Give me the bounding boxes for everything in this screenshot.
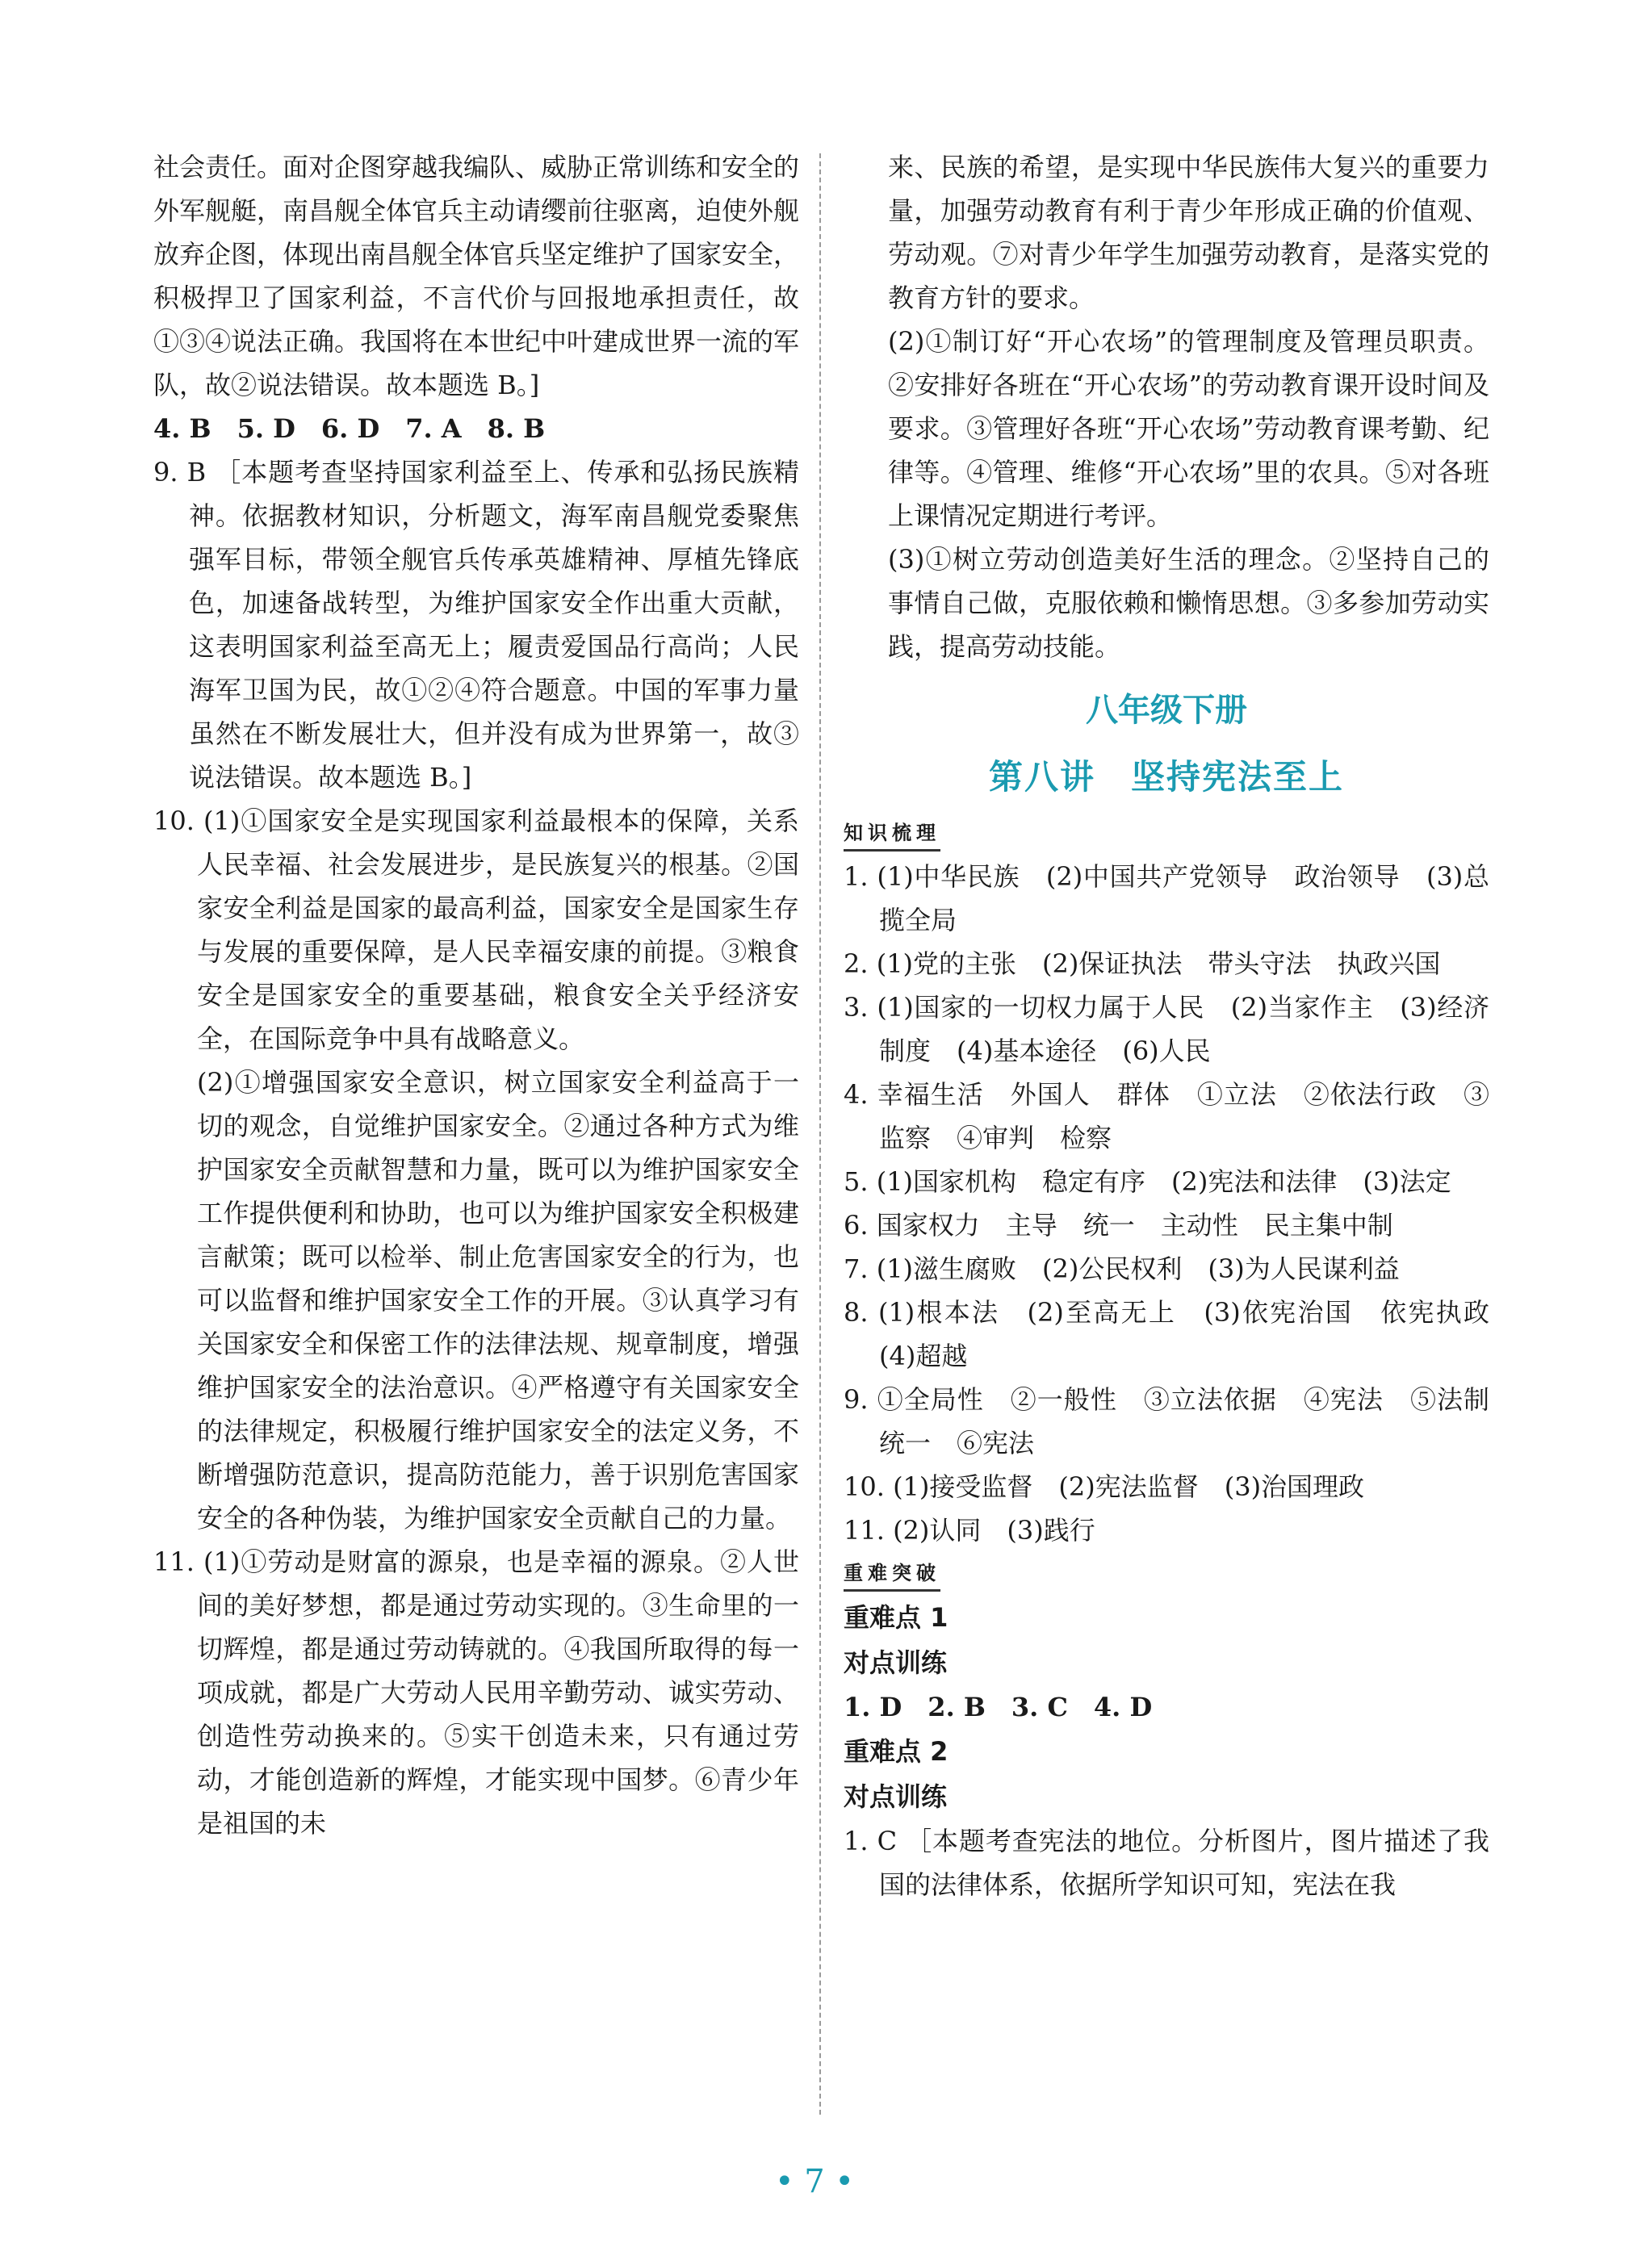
knowledge-9: 9. ①全局性 ②一般性 ③立法依据 ④宪法 ⑤法制统一 ⑥宪法 xyxy=(844,1384,1489,1458)
knowledge-7: 7. (1)滋生腐败 (2)公民权利 (3)为人民谋利益 xyxy=(844,1253,1400,1284)
column-divider xyxy=(819,153,821,2115)
answers-4-8: 4. B 5. D 6. D 7. A 8. B xyxy=(153,413,546,444)
training-answers-1: 1. D 2. B 3. C 4. D xyxy=(844,1692,1153,1722)
difficult-point-2: 重难点 2 xyxy=(844,1736,949,1767)
knowledge-section-tag: 知识梳理 xyxy=(844,817,940,852)
knowledge-4: 4. 幸福生活 外国人 群体 ①立法 ②依法行政 ③监察 ④审判 检察 xyxy=(844,1079,1489,1153)
knowledge-8: 8. (1)根本法 (2)至高无上 (3)依宪治国 依宪执政 (4)超越 xyxy=(844,1297,1516,1371)
answer-9: 9. B ［本题考查坚持国家利益至上、传承和弘扬民族精神。依据教材知识，分析题文，海军南昌舰党委聚焦强军目标，带领全舰官兵传承英雄精神、厚植先锋底色，加速备战转型，为维护国家安全作出重大贡献，这表明国家利益至高无上；履责爱国品行高尚；人民海军卫国为民，故①②④符合题意。中国的军事力量虽然在不断发展壮大，但并没有成为世界第一，故③说法错误。故本题选 B。] xyxy=(153,457,799,793)
answer-11-part3: (3)①树立劳动创造美好生活的理念。②坚持自己的事情自己做，克服依赖和懒惰思想。③多参加劳动实践，提高劳动技能。 xyxy=(888,544,1489,662)
difficult-section-tag: 重难突破 xyxy=(844,1557,940,1592)
knowledge-10: 10. (1)接受监督 (2)宪法监督 (3)治国理政 xyxy=(844,1471,1365,1502)
left-column xyxy=(153,145,799,1845)
knowledge-3: 3. (1)国家的一切权力属于人民 (2)当家作主 (3)经济制度 (4)基本途径 (6)人民 xyxy=(844,992,1489,1066)
knowledge-11: 11. (2)认同 (3)践行 xyxy=(844,1515,1095,1546)
training-label-2: 对点训练 xyxy=(844,1781,948,1812)
answer-10-part2: (2)①增强国家安全意识，树立国家安全利益高于一切的观念，自觉维护国家安全。②通过各种方式为维护国家安全贡献智慧和力量，既可以为维护国家安全工作提供便利和协助，也可以为维护国家安全积极建言献策；既可以检举、制止危害国家安全的行为，也可以监督和维护国家安全工作的开展。③认真学习有关国家安全和保密工作的法律法规、规章制度，增强维护国家安全的法治意识。④严格遵守有关国家安全的法律规定，积极履行维护国家安全的法定义务，不断增强防范意识，提高防范能力，善于识别危害国家安全的各种伪装，为维护国家安全贡献自己的力量。 xyxy=(197,1067,799,1534)
training-answer-2: 1. C ［本题考查宪法的地位。分析图片，图片描述了我国的法律体系，依据所学知识可知，宪法在我 xyxy=(844,1826,1489,1900)
answer-11-continuation: 来、民族的希望，是实现中华民族伟大复兴的重要力量，加强劳动教育有利于青少年形成正确的价值观、劳动观。⑦对青少年学生加强劳动教育，是落实党的教育方针的要求。 xyxy=(888,152,1489,313)
answer-10-part1: 10. (1)①国家安全是实现国家利益最根本的保障，关系人民幸福、社会发展进步，是民族复兴的根基。②国家安全利益是国家的最高利益，国家安全是国家生存与发展的重要保障，是人民幸福安康的前提。③粮食安全是国家安全的重要基础，粮食安全关乎经济安全，在国际竞争中具有战略意义。 xyxy=(153,806,799,1054)
knowledge-2: 2. (1)党的主张 (2)保证执法 带头守法 执政兴国 xyxy=(844,948,1441,979)
page-number: • 7 • xyxy=(774,2163,855,2200)
knowledge-1: 1. (1)中华民族 (2)中国共产党领导 政治领导 (3)总揽全局 xyxy=(844,861,1489,935)
difficult-point-1: 重难点 1 xyxy=(844,1602,949,1633)
answer-11-part2: (2)①制订好“开心农场”的管理制度及管理员职责。②安排好各班在“开心农场”的劳动教育课开设时间及要求。③管理好各班“开心农场”劳动教育课考勤、纪律等。④管理、维修“开心农场”里的农具。⑤对各班上课情况定期进行考评。 xyxy=(888,326,1489,531)
training-label-1: 对点训练 xyxy=(844,1647,948,1678)
answer-11-part1: 11. (1)①劳动是财富的源泉，也是幸福的源泉。②人世间的美好梦想，都是通过劳动实现的。③生命里的一切辉煌，都是通过劳动铸就的。④我国所取得的每一项成就，都是广大劳动人民用辛勤劳动、诚实劳动、创造性劳动换来的。⑤实干创造未来，只有通过劳动，才能创造新的辉煌，才能实现中国梦。⑥青少年是祖国的未 xyxy=(153,1546,799,1839)
right-column xyxy=(844,145,1516,1906)
lesson-heading: 第八讲 坚持宪法至上 xyxy=(988,757,1344,797)
grade-heading: 八年级下册 xyxy=(1086,692,1247,729)
left-intro-paragraph: 社会责任。面对企图穿越我编队、威胁正常训练和安全的外军舰艇，南昌舰全体官兵主动请缨前往驱离，迫使外舰放弃企图，体现出南昌舰全体官兵坚定维护了国家安全，积极捍卫了国家利益，不言代价与回报地承担责任，故①③④说法正确。我国将在本世纪中叶建成世界一流的军队，故②说法错误。故本题选 B。] xyxy=(153,152,800,400)
knowledge-6: 6. 国家权力 主导 统一 主动性 民主集中制 xyxy=(844,1210,1393,1241)
knowledge-5: 5. (1)国家机构 稳定有序 (2)宪法和法律 (3)法定 xyxy=(844,1166,1451,1197)
